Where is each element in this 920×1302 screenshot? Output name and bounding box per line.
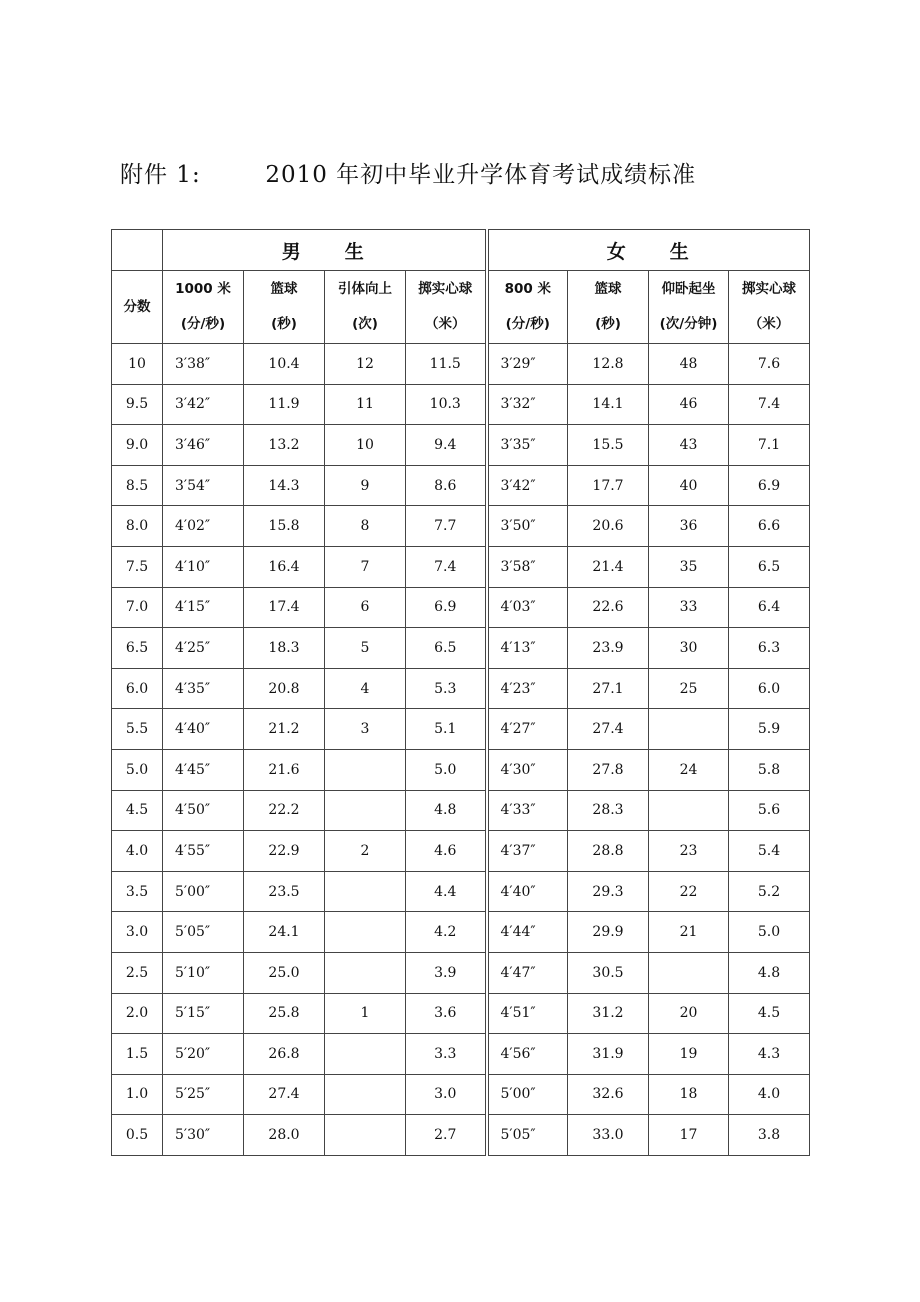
cell-female-basketball: 30.5	[568, 952, 649, 993]
cell-female-basketball: 32.6	[568, 1074, 649, 1115]
table-row	[112, 1034, 810, 1075]
col-name: 掷实心球	[742, 281, 797, 297]
col-name: 掷实心球	[418, 281, 473, 297]
col-header-male-shotput	[406, 271, 487, 344]
cell-male-1000m: 4′55″	[163, 831, 244, 872]
cell-male-1000m: 4′15″	[163, 587, 244, 628]
cell-female-shotput: 5.9	[729, 709, 810, 750]
cell-male-shotput: 3.9	[406, 952, 487, 993]
cell-male-1000m: 4′02″	[163, 506, 244, 547]
cell-male-1000m: 3′42″	[163, 384, 244, 425]
cell-female-shotput: 3.8	[729, 1115, 810, 1156]
column-header-row	[112, 271, 810, 344]
cell-score: 10	[112, 344, 163, 385]
cell-female-situps	[649, 952, 729, 993]
col-header-male-1000m	[163, 271, 244, 344]
cell-female-situps	[649, 790, 729, 831]
cell-male-basketball: 27.4	[244, 1074, 325, 1115]
cell-male-shotput: 4.2	[406, 912, 487, 953]
cell-score: 1.0	[112, 1074, 163, 1115]
cell-female-basketball: 27.4	[568, 709, 649, 750]
cell-female-shotput: 5.6	[729, 790, 810, 831]
cell-male-basketball: 17.4	[244, 587, 325, 628]
cell-female-basketball: 28.8	[568, 831, 649, 872]
cell-female-situps: 20	[649, 993, 729, 1034]
cell-male-basketball: 10.4	[244, 344, 325, 385]
cell-male-shotput: 4.6	[406, 831, 487, 872]
cell-female-800m: 4′40″	[487, 871, 568, 912]
cell-male-shotput: 3.0	[406, 1074, 487, 1115]
cell-male-basketball: 22.2	[244, 790, 325, 831]
col-header-male-basketball	[244, 271, 325, 344]
cell-male-pullups	[325, 1115, 406, 1156]
cell-female-shotput: 5.4	[729, 831, 810, 872]
cell-female-800m: 5′05″	[487, 1115, 568, 1156]
cell-male-shotput: 7.7	[406, 506, 487, 547]
cell-female-basketball: 14.1	[568, 384, 649, 425]
cell-male-pullups: 9	[325, 465, 406, 506]
cell-score: 7.5	[112, 546, 163, 587]
cell-male-pullups	[325, 749, 406, 790]
cell-male-1000m: 5′10″	[163, 952, 244, 993]
table-row	[112, 790, 810, 831]
cell-female-800m: 3′42″	[487, 465, 568, 506]
cell-male-1000m: 5′30″	[163, 1115, 244, 1156]
cell-male-shotput: 3.6	[406, 993, 487, 1034]
cell-female-800m: 4′56″	[487, 1034, 568, 1075]
cell-female-shotput: 6.3	[729, 628, 810, 669]
col-unit: (秒)	[595, 316, 621, 332]
cell-female-800m: 5′00″	[487, 1074, 568, 1115]
col-header-female-basketball	[568, 271, 649, 344]
col-name: 篮球	[594, 281, 622, 297]
cell-score: 9.5	[112, 384, 163, 425]
cell-female-shotput: 7.6	[729, 344, 810, 385]
cell-male-pullups: 2	[325, 831, 406, 872]
cell-female-situps: 46	[649, 384, 729, 425]
table-row	[112, 912, 810, 953]
table-row	[112, 465, 810, 506]
cell-female-situps: 21	[649, 912, 729, 953]
cell-male-basketball: 23.5	[244, 871, 325, 912]
cell-female-800m: 4′03″	[487, 587, 568, 628]
cell-female-800m: 4′13″	[487, 628, 568, 669]
col-unit: (秒)	[271, 316, 297, 332]
cell-male-shotput: 5.1	[406, 709, 487, 750]
cell-female-shotput: 5.2	[729, 871, 810, 912]
cell-male-basketball: 21.6	[244, 749, 325, 790]
cell-male-basketball: 21.2	[244, 709, 325, 750]
cell-female-800m: 3′35″	[487, 425, 568, 466]
cell-male-basketball: 22.9	[244, 831, 325, 872]
cell-female-shotput: 7.4	[729, 384, 810, 425]
cell-female-situps: 33	[649, 587, 729, 628]
table-row	[112, 587, 810, 628]
cell-male-1000m: 5′20″	[163, 1034, 244, 1075]
cell-male-1000m: 5′05″	[163, 912, 244, 953]
cell-female-situps: 30	[649, 628, 729, 669]
table-row	[112, 871, 810, 912]
cell-male-shotput: 4.8	[406, 790, 487, 831]
col-unit: (次)	[352, 316, 378, 332]
cell-male-basketball: 15.8	[244, 506, 325, 547]
cell-score: 3.5	[112, 871, 163, 912]
cell-male-basketball: 20.8	[244, 668, 325, 709]
cell-female-800m: 4′44″	[487, 912, 568, 953]
cell-male-1000m: 4′40″	[163, 709, 244, 750]
col-name: 800 米	[504, 281, 551, 297]
cell-female-800m: 3′50″	[487, 506, 568, 547]
cell-male-pullups: 5	[325, 628, 406, 669]
cell-male-shotput: 3.3	[406, 1034, 487, 1075]
cell-female-shotput: 4.3	[729, 1034, 810, 1075]
cell-male-1000m: 3′46″	[163, 425, 244, 466]
table-row	[112, 628, 810, 669]
cell-score: 8.5	[112, 465, 163, 506]
cell-female-800m: 4′51″	[487, 993, 568, 1034]
cell-score: 1.5	[112, 1034, 163, 1075]
col-name: 篮球	[270, 281, 298, 297]
cell-female-situps: 23	[649, 831, 729, 872]
table-row	[112, 344, 810, 385]
cell-male-shotput: 5.3	[406, 668, 487, 709]
cell-score: 2.0	[112, 993, 163, 1034]
cell-female-basketball: 20.6	[568, 506, 649, 547]
cell-male-shotput: 6.5	[406, 628, 487, 669]
cell-score: 6.5	[112, 628, 163, 669]
cell-female-basketball: 29.3	[568, 871, 649, 912]
cell-male-basketball: 14.3	[244, 465, 325, 506]
cell-male-shotput: 8.6	[406, 465, 487, 506]
cell-male-shotput: 4.4	[406, 871, 487, 912]
female-group-header: 女 生	[487, 230, 810, 271]
cell-male-pullups: 11	[325, 384, 406, 425]
col-unit: （米）	[425, 316, 466, 332]
col-unit: (分/秒)	[505, 316, 550, 332]
cell-female-basketball: 27.8	[568, 749, 649, 790]
table-row	[112, 993, 810, 1034]
col-name: 仰卧起坐	[661, 281, 716, 297]
cell-female-situps: 19	[649, 1034, 729, 1075]
cell-female-situps: 43	[649, 425, 729, 466]
cell-male-pullups: 12	[325, 344, 406, 385]
cell-female-shotput: 6.5	[729, 546, 810, 587]
col-header-male-pullups	[325, 271, 406, 344]
table-row	[112, 1074, 810, 1115]
cell-female-shotput: 7.1	[729, 425, 810, 466]
cell-female-shotput: 4.5	[729, 993, 810, 1034]
cell-male-pullups	[325, 790, 406, 831]
cell-male-1000m: 4′45″	[163, 749, 244, 790]
cell-score: 6.0	[112, 668, 163, 709]
cell-male-shotput: 11.5	[406, 344, 487, 385]
cell-score: 8.0	[112, 506, 163, 547]
cell-male-1000m: 5′15″	[163, 993, 244, 1034]
cell-male-shotput: 7.4	[406, 546, 487, 587]
document-title: 2010 年初中毕业升学体育考试成绩标准	[265, 162, 697, 188]
cell-female-800m: 4′33″	[487, 790, 568, 831]
cell-female-basketball: 22.6	[568, 587, 649, 628]
cell-score: 0.5	[112, 1115, 163, 1156]
table-row	[112, 1115, 810, 1156]
grading-standards-table	[111, 229, 810, 1156]
table-row	[112, 709, 810, 750]
cell-male-shotput: 6.9	[406, 587, 487, 628]
cell-male-basketball: 24.1	[244, 912, 325, 953]
cell-female-basketball: 12.8	[568, 344, 649, 385]
cell-female-800m: 4′23″	[487, 668, 568, 709]
table-row	[112, 952, 810, 993]
attachment-label: 附件 1:	[120, 162, 201, 188]
col-unit: (次/分钟)	[659, 316, 718, 332]
cell-female-basketball: 17.7	[568, 465, 649, 506]
gender-group-header-row	[112, 230, 810, 271]
cell-female-basketball: 28.3	[568, 790, 649, 831]
cell-female-basketball: 29.9	[568, 912, 649, 953]
col-name: 引体向上	[338, 281, 392, 297]
cell-male-1000m: 4′35″	[163, 668, 244, 709]
cell-male-1000m: 5′25″	[163, 1074, 244, 1115]
cell-female-shotput: 5.8	[729, 749, 810, 790]
cell-score: 5.5	[112, 709, 163, 750]
cell-female-800m: 3′32″	[487, 384, 568, 425]
cell-male-1000m: 3′38″	[163, 344, 244, 385]
cell-female-situps: 36	[649, 506, 729, 547]
col-header-female-situps	[649, 271, 729, 344]
col-name: 1000 米	[175, 281, 231, 297]
cell-female-basketball: 23.9	[568, 628, 649, 669]
cell-female-shotput: 6.9	[729, 465, 810, 506]
cell-female-basketball: 33.0	[568, 1115, 649, 1156]
cell-male-shotput: 10.3	[406, 384, 487, 425]
cell-score: 3.0	[112, 912, 163, 953]
cell-male-1000m: 5′00″	[163, 871, 244, 912]
table-row	[112, 384, 810, 425]
table-row	[112, 749, 810, 790]
cell-female-shotput: 6.0	[729, 668, 810, 709]
table-row	[112, 425, 810, 466]
col-unit: (分/秒)	[180, 316, 226, 332]
cell-female-shotput: 4.8	[729, 952, 810, 993]
cell-score: 2.5	[112, 952, 163, 993]
corner-cell	[112, 230, 163, 271]
cell-female-situps: 17	[649, 1115, 729, 1156]
cell-male-pullups: 1	[325, 993, 406, 1034]
cell-male-pullups	[325, 912, 406, 953]
cell-male-basketball: 26.8	[244, 1034, 325, 1075]
cell-female-situps: 22	[649, 871, 729, 912]
cell-female-situps: 25	[649, 668, 729, 709]
cell-female-800m: 4′30″	[487, 749, 568, 790]
cell-female-shotput: 6.4	[729, 587, 810, 628]
cell-male-shotput: 9.4	[406, 425, 487, 466]
cell-female-situps: 35	[649, 546, 729, 587]
table-row	[112, 668, 810, 709]
table-row	[112, 546, 810, 587]
cell-female-800m: 4′37″	[487, 831, 568, 872]
cell-male-shotput: 2.7	[406, 1115, 487, 1156]
cell-female-shotput: 6.6	[729, 506, 810, 547]
cell-score: 4.0	[112, 831, 163, 872]
cell-female-shotput: 5.0	[729, 912, 810, 953]
cell-male-1000m: 4′10″	[163, 546, 244, 587]
cell-male-pullups: 10	[325, 425, 406, 466]
cell-score: 4.5	[112, 790, 163, 831]
col-header-female-shotput	[729, 271, 810, 344]
cell-male-pullups: 7	[325, 546, 406, 587]
cell-female-situps: 48	[649, 344, 729, 385]
cell-male-basketball: 11.9	[244, 384, 325, 425]
cell-male-pullups	[325, 1074, 406, 1115]
cell-male-pullups	[325, 871, 406, 912]
cell-female-situps	[649, 709, 729, 750]
cell-female-basketball: 15.5	[568, 425, 649, 466]
cell-male-1000m: 4′25″	[163, 628, 244, 669]
cell-male-basketball: 13.2	[244, 425, 325, 466]
cell-female-basketball: 31.2	[568, 993, 649, 1034]
cell-male-pullups: 3	[325, 709, 406, 750]
cell-score: 5.0	[112, 749, 163, 790]
cell-male-basketball: 16.4	[244, 546, 325, 587]
cell-female-800m: 3′29″	[487, 344, 568, 385]
cell-female-situps: 18	[649, 1074, 729, 1115]
cell-male-basketball: 18.3	[244, 628, 325, 669]
cell-score: 9.0	[112, 425, 163, 466]
male-group-header: 男 生	[163, 230, 487, 271]
cell-female-basketball: 31.9	[568, 1034, 649, 1075]
score-column-header: 分数	[112, 271, 163, 344]
col-unit: （米）	[748, 316, 790, 332]
cell-male-1000m: 4′50″	[163, 790, 244, 831]
cell-female-basketball: 27.1	[568, 668, 649, 709]
col-header-female-800m	[487, 271, 568, 344]
cell-female-800m: 4′27″	[487, 709, 568, 750]
document-title-row	[120, 156, 696, 190]
cell-male-basketball: 25.0	[244, 952, 325, 993]
cell-score: 7.0	[112, 587, 163, 628]
cell-female-situps: 40	[649, 465, 729, 506]
cell-female-basketball: 21.4	[568, 546, 649, 587]
cell-male-1000m: 3′54″	[163, 465, 244, 506]
cell-female-800m: 4′47″	[487, 952, 568, 993]
cell-male-pullups	[325, 1034, 406, 1075]
table-row	[112, 831, 810, 872]
cell-male-shotput: 5.0	[406, 749, 487, 790]
cell-male-basketball: 28.0	[244, 1115, 325, 1156]
cell-male-pullups: 8	[325, 506, 406, 547]
cell-female-situps: 24	[649, 749, 729, 790]
cell-female-shotput: 4.0	[729, 1074, 810, 1115]
cell-male-pullups: 4	[325, 668, 406, 709]
cell-male-basketball: 25.8	[244, 993, 325, 1034]
cell-male-pullups: 6	[325, 587, 406, 628]
cell-male-pullups	[325, 952, 406, 993]
table-row	[112, 506, 810, 547]
cell-female-800m: 3′58″	[487, 546, 568, 587]
